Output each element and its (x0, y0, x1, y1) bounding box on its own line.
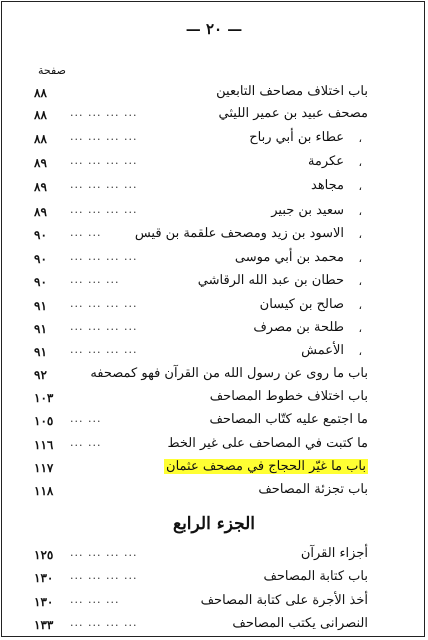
toc-entry-title: ما كتبت في المصاحف على غير الخط (167, 436, 368, 451)
toc-entry-title: النصرانى يكتب المصاحف (232, 616, 368, 631)
toc-page-number: ١١٦ (34, 438, 54, 452)
toc-page-number: ١٣٠ (34, 595, 54, 609)
toc-entry (34, 436, 368, 456)
toc-entry-title: حطان بن عبد الله الرقاشي (197, 273, 344, 288)
toc-entry-title: عطاء بن أبي رباح (249, 130, 344, 145)
toc-page-number: ٨٩ (34, 156, 47, 170)
toc-page-number: ١١٧ (34, 461, 54, 475)
toc-entry-title: الأعمش (301, 343, 344, 358)
toc-entry-title: باب تجزئة المصاحف (258, 482, 368, 497)
toc-page-number: ١٣٠ (34, 571, 54, 585)
toc-leader-dots: ... ... (70, 226, 102, 239)
toc-entry (34, 226, 368, 246)
toc-leader-dots: ... ... ... ... (70, 250, 138, 263)
toc-page-number: ١٢٥ (34, 548, 54, 562)
toc-leader-dots: ... ... ... ... (70, 297, 138, 310)
toc-entry-title: صالح بن كيسان (259, 297, 344, 312)
toc-leader-dots: ... ... ... (70, 593, 120, 606)
ditto-mark: ، (358, 275, 362, 288)
toc-leader-dots: ... ... ... ... (70, 343, 138, 356)
toc-entry (34, 389, 368, 409)
toc-entry (34, 546, 368, 566)
ditto-mark: ، (358, 252, 362, 265)
toc-leader-dots: ... ... ... ... (70, 320, 138, 333)
toc-entry (34, 130, 368, 150)
page-number: — ٢٠ — (185, 20, 243, 38)
toc-leader-dots: ... ... ... ... (70, 154, 138, 167)
toc-page-number: ٩١ (34, 322, 47, 336)
toc-leader-dots: ... ... ... ... (70, 203, 138, 216)
ditto-mark: ، (358, 228, 362, 241)
toc-entry-title: عكرمة (307, 154, 344, 169)
toc-entry (34, 320, 368, 340)
toc-entry (34, 593, 368, 613)
toc-entry (34, 412, 368, 432)
toc-page-number: ٨٩ (34, 205, 47, 219)
toc-entry (34, 459, 368, 479)
toc-page-number: ٩٠ (34, 252, 47, 266)
toc-page-number: ٩١ (34, 345, 47, 359)
toc-leader-dots: ... ... ... ... (70, 106, 138, 119)
toc-entry-title: باب كتابة المصاحف (263, 569, 368, 584)
ditto-mark: ، (358, 156, 362, 169)
toc-leader-dots: ... ... ... ... (70, 130, 138, 143)
ditto-mark: ، (358, 322, 362, 335)
toc-page-number: ٨٩ (34, 180, 47, 194)
ditto-mark: ، (358, 345, 362, 358)
toc-entry (34, 297, 368, 317)
toc-entry (34, 250, 368, 270)
toc-leader-dots: ... ... ... ... (70, 178, 138, 191)
ditto-mark: ، (358, 205, 362, 218)
toc-entry-title: أخذ الأجرة على كتابة المصاحف (200, 593, 368, 608)
ditto-mark: ، (358, 299, 362, 312)
toc-entry-title: باب ما روى عن رسول الله من القرآن فهو كمصحفه (90, 366, 368, 381)
toc-entry-title: ما اجتمع عليه كتّاب المصاحف (209, 412, 368, 427)
toc-leader-dots: ... ... ... ... (70, 569, 138, 582)
toc-entry (34, 616, 368, 636)
toc-entry (34, 343, 368, 363)
toc-page-number: ١١٨ (34, 484, 54, 498)
toc-entry (34, 366, 368, 386)
toc-page-number: ٩٢ (34, 368, 47, 382)
toc-entry (34, 203, 368, 223)
toc-entry-title: باب اختلاف خطوط المصاحف (209, 389, 368, 404)
page-column-label: صفحة (38, 64, 66, 77)
toc-page-number: ١٠٥ (34, 414, 54, 428)
ditto-mark: ، (358, 180, 362, 193)
part-heading: الجزء الرابع (173, 514, 255, 534)
toc-page-number: ٨٨ (34, 86, 47, 100)
toc-leader-dots: ... ... ... ... (70, 546, 138, 559)
toc-entry-title: محمد بن أبي موسى (234, 250, 344, 265)
toc-entry-title: باب ما غيّر الحجاج في مصحف عثمان (166, 459, 366, 474)
toc-page-number: ٨٨ (34, 108, 47, 122)
toc-page-number: ١٠٣ (34, 391, 54, 405)
toc-entry (34, 154, 368, 174)
toc-entry-title: مصحف عبيد بن عمير الليثي (218, 106, 368, 121)
toc-leader-dots: ... ... ... (70, 273, 120, 286)
ditto-mark: ، (358, 132, 362, 145)
toc-entry-title: سعيد بن جبير (271, 203, 344, 218)
toc-entry-title: باب اختلاف مصاحف التابعين (216, 84, 368, 99)
toc-page-number: ١٣٣ (34, 618, 54, 632)
toc-leader-dots: ... ... ... ... (70, 616, 138, 629)
toc-entry (34, 84, 368, 104)
toc-entry (34, 569, 368, 589)
toc-page-number: ٨٨ (34, 132, 47, 146)
toc-page-number: ٩٠ (34, 275, 47, 289)
toc-page-number: ٩٠ (34, 228, 47, 242)
toc-entry (34, 273, 368, 293)
toc-entry (34, 482, 368, 502)
toc-entry (34, 106, 368, 126)
toc-entry-title: الاسود بن زيد ومصحف علقمة بن قيس (134, 226, 344, 241)
toc-entry (34, 178, 368, 198)
toc-leader-dots: ... ... (70, 412, 102, 425)
toc-leader-dots: ... ... (70, 436, 102, 449)
toc-entry-title: طلحة بن مصرف (253, 320, 344, 335)
toc-entry-title: أجزاء القرآن (300, 546, 368, 561)
toc-page-number: ٩١ (34, 299, 47, 313)
toc-entry-title: مجاهد (311, 178, 344, 193)
